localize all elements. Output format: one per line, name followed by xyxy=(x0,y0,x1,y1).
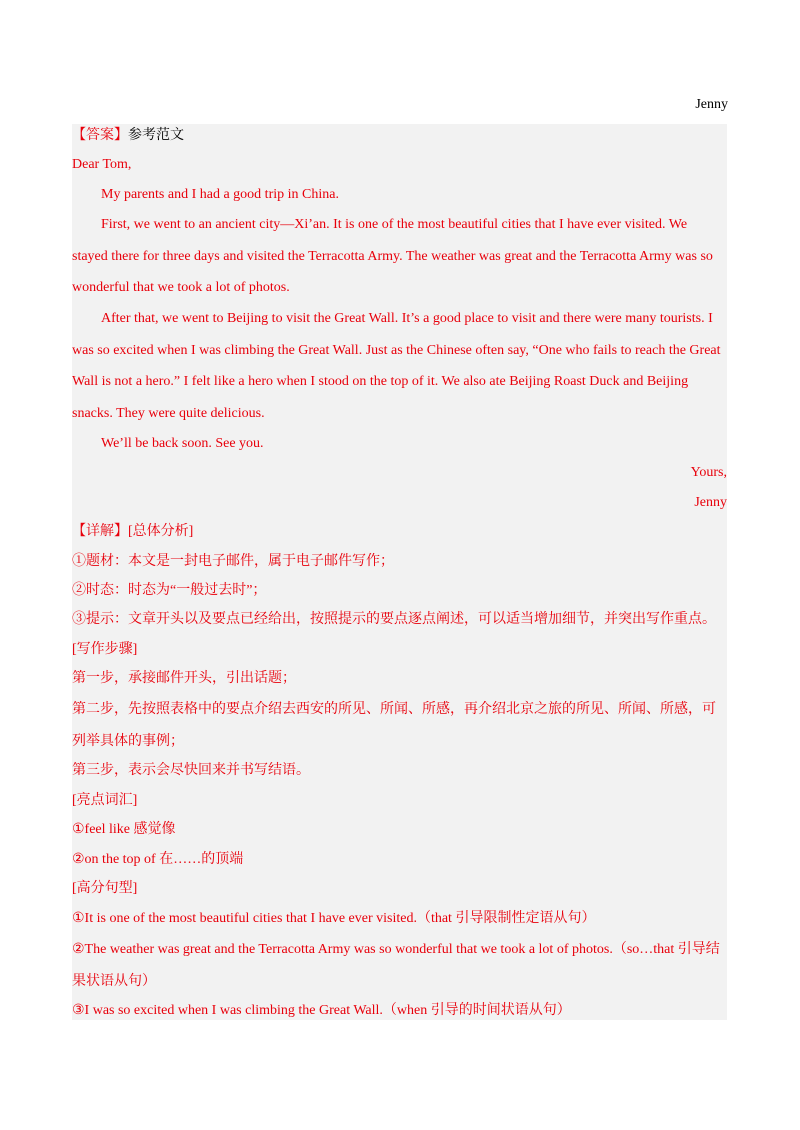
signature: Jenny xyxy=(694,495,727,510)
sentence-item: ②The weather was great and the Terracotta Army was so wonderful that we took a lot of photos.（so…that 引导结 xyxy=(72,942,720,957)
explanation-header xyxy=(72,523,193,541)
vocab-item: ①feel like 感觉像 xyxy=(72,822,176,837)
paragraph-3-line: snacks. They were quite delicious. xyxy=(72,406,265,421)
overall-analysis-header: [总体分析] xyxy=(128,524,194,539)
step-item: 第二步，先按照表格中的要点介绍去西安的所见、所闻、所感，再介绍北京之旅的所见、所闻、所感，可 xyxy=(72,702,716,717)
paragraph-3-line: was so excited when I was climbing the Great Wall. Just as the Chinese often say, “One who fails to reach the Great xyxy=(72,343,721,358)
vocab-header: [亮点词汇] xyxy=(72,793,138,808)
top-signature: Jenny xyxy=(695,97,728,112)
paragraph-2-line: stayed there for three days and visited the Terracotta Army. The weather was great and the Terracotta Army was so xyxy=(72,249,713,264)
answer-header-text: 参考范文 xyxy=(128,128,184,143)
sentences-header: [高分句型] xyxy=(72,881,138,896)
paragraph-2-line: First, we went to an ancient city—Xi’an. It is one of the most beautiful cities that I have ever visited. We xyxy=(101,217,688,232)
paragraph-2-line: wonderful that we took a lot of photos. xyxy=(72,280,290,295)
answer-bracket: 【答案】 xyxy=(72,128,128,143)
paragraph-3-line: After that, we went to Beijing to visit the Great Wall. It’s a good place to visit and there were many tourists. I xyxy=(101,311,713,326)
analysis-item: ③提示：文章开头以及要点已经给出，按照提示的要点逐点阐述，可以适当增加细节，并突出写作重点。 xyxy=(72,612,716,627)
vocab-item: ②on the top of 在……的顶端 xyxy=(72,852,244,867)
paragraph-4: We’ll be back soon. See you. xyxy=(101,436,264,451)
sentence-item: ①It is one of the most beautiful cities that I have ever visited.（that 引导限制性定语从句） xyxy=(72,911,596,926)
paragraph-3-line: Wall is not a hero.” I felt like a hero when I stood on the top of it. We also ate Beijing Roast Duck and Beijing xyxy=(72,374,689,389)
paragraph-1: My parents and I had a good trip in China. xyxy=(101,187,339,202)
analysis-item: ①题材：本文是一封电子邮件，属于电子邮件写作； xyxy=(72,554,394,569)
sentence-item: ③I was so excited when I was climbing the Great Wall.（when 引导的时间状语从句） xyxy=(72,1003,571,1018)
step-item: 列举具体的事例； xyxy=(72,734,184,749)
analysis-item: ②时态：时态为“一般过去时”； xyxy=(72,583,267,598)
steps-header: [写作步骤] xyxy=(72,642,138,657)
step-item: 第一步，承接邮件开头，引出话题； xyxy=(72,671,296,686)
step-item: 第三步，表示会尽快回来并书写结语。 xyxy=(72,763,310,778)
answer-header xyxy=(72,127,184,145)
closing: Yours, xyxy=(690,465,727,480)
explanation-bracket: 【详解】 xyxy=(72,524,128,539)
sentence-item: 果状语从句） xyxy=(72,974,156,989)
salutation: Dear Tom, xyxy=(72,157,132,172)
